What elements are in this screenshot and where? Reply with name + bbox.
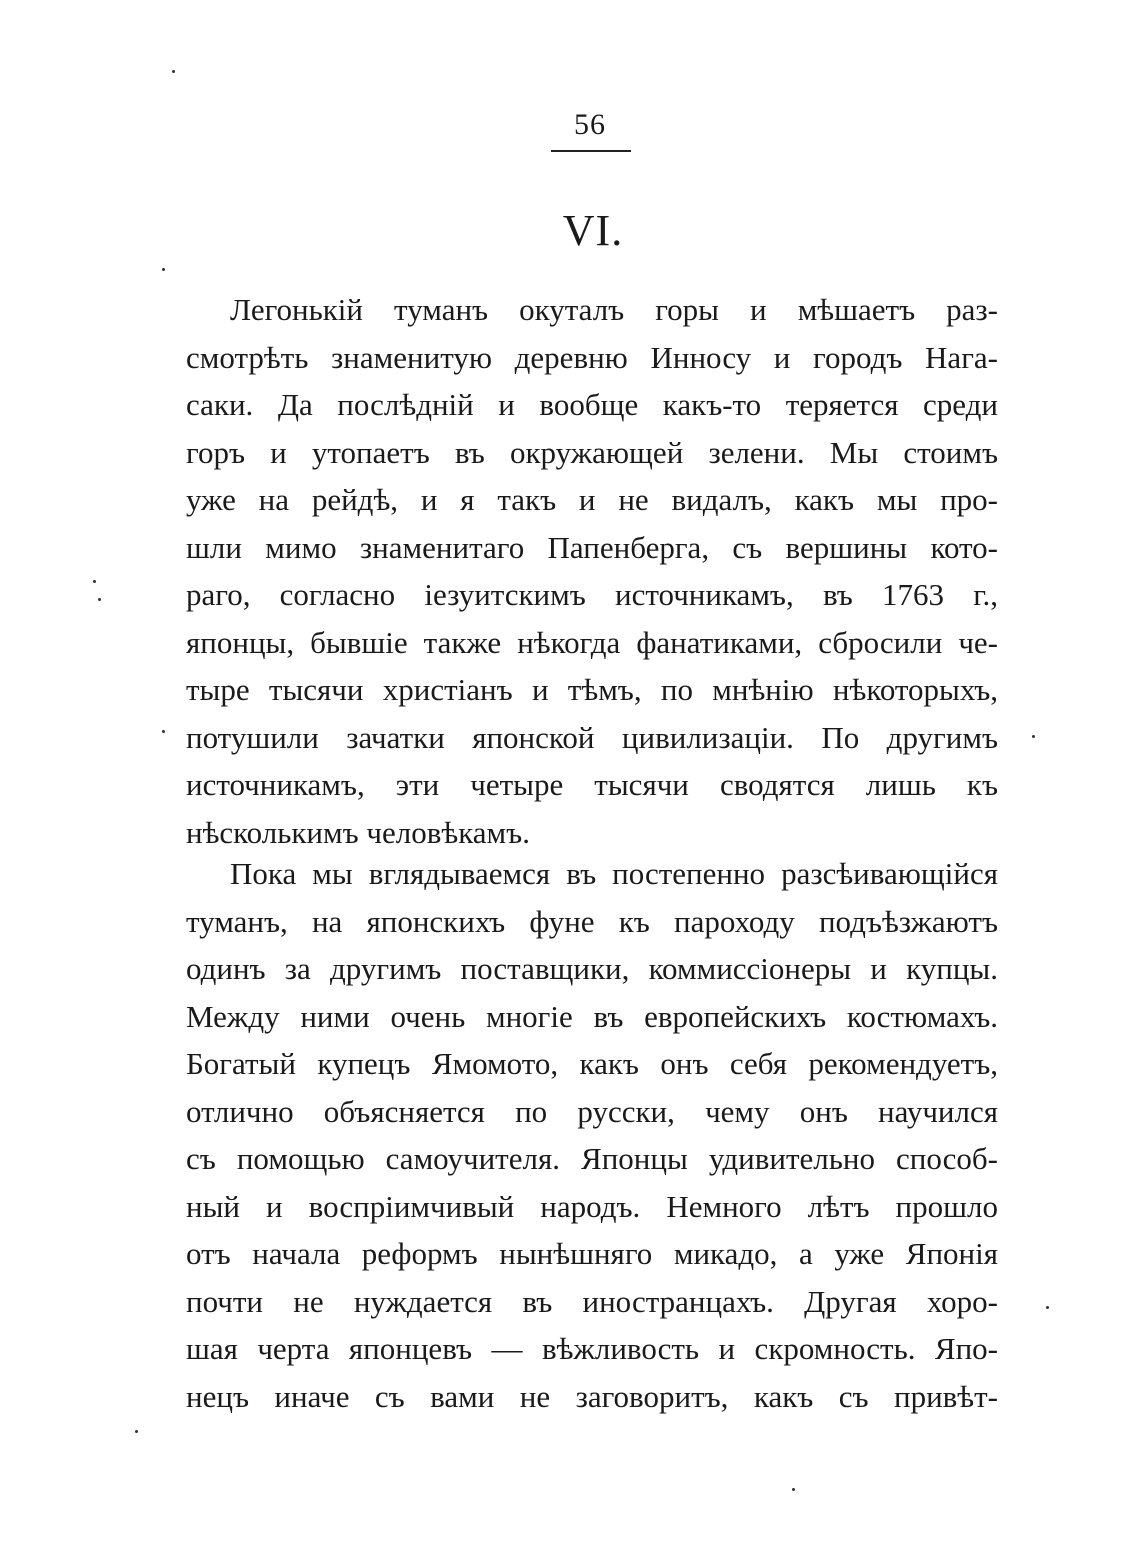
- text-line: источникамъ, эти четыре тысячи сводятся лишь къ: [186, 767, 998, 802]
- text-line: потушили зачатки японской цивилизаціи. По другимъ: [186, 719, 998, 755]
- text-line: Пока мы вглядываемся въ постепенно разсѣивающійся: [230, 856, 998, 891]
- page-number: 56: [574, 108, 606, 141]
- scan-speck: [162, 268, 165, 271]
- scan-speck: [172, 70, 175, 73]
- paragraph-1: [186, 286, 998, 856]
- text-line: шая черта японцевъ — вѣжливость и скромность. Япо-: [186, 1331, 998, 1366]
- chapter-heading: VI.: [562, 206, 624, 255]
- text-line: саки. Да послѣдній и вообще какъ-то теряется среди: [186, 387, 998, 422]
- text-line: тыре тысячи христіанъ и тѣмъ, по мнѣнію нѣкоторыхъ,: [186, 672, 998, 707]
- text-line: нѣсколькимъ человѣкамъ.: [186, 814, 530, 850]
- text-line: ный и воспріимчивый народъ. Немного лѣтъ прошло: [186, 1188, 998, 1224]
- text-line: горъ и утопаетъ въ окружающей зелени. Мы стоимъ: [186, 434, 998, 470]
- text-line: японцы, бывшіе также нѣкогда фанатиками, сбросили че-: [186, 624, 998, 660]
- page-number-rule: [551, 150, 631, 152]
- scan-speck: [162, 730, 165, 733]
- text-line: Между ними очень многіе въ европейскихъ костюмахъ.: [186, 998, 998, 1034]
- text-line: нецъ иначе съ вами не заговоритъ, какъ съ привѣт-: [186, 1378, 998, 1414]
- text-line: уже на рейдѣ, и я такъ и не видалъ, какъ мы про-: [186, 482, 998, 517]
- text-line: отлично объясняется по русски, чему онъ научился: [186, 1093, 998, 1129]
- text-line: туманъ, на японскихъ фуне къ пароходу подъѣзжаютъ: [186, 903, 998, 939]
- text-line: одинъ за другимъ поставщики, коммиссіонеры и купцы.: [186, 951, 998, 986]
- text-line: раго, согласно іезуитскимъ источникамъ, въ 1763 г.,: [186, 577, 998, 612]
- scan-speck: [98, 598, 101, 601]
- scan-speck: [135, 1430, 138, 1433]
- text-line: смотрѣть знаменитую деревню Инносу и городъ Нага-: [186, 339, 998, 375]
- paragraph-2: [186, 850, 998, 1420]
- text-line: отъ начала реформъ нынѣшняго микадо, а уже Японія: [186, 1236, 998, 1271]
- text-line: Богатый купецъ Ямомото, какъ онъ себя рекомендуетъ,: [186, 1046, 998, 1081]
- scan-speck: [93, 580, 96, 583]
- text-line: съ помощью самоучителя. Японцы удивительно способ-: [186, 1141, 998, 1176]
- text-line: Легонькій туманъ окуталъ горы и мѣшаетъ раз-: [230, 292, 998, 327]
- scan-speck: [1032, 735, 1035, 738]
- text-line: шли мимо знаменитаго Папенберга, съ вершины кото-: [186, 529, 998, 565]
- scan-speck: [792, 1488, 795, 1491]
- text-line: почти не нуждается въ иностранцахъ. Другая хоро-: [186, 1283, 998, 1319]
- scan-speck: [1046, 1306, 1049, 1309]
